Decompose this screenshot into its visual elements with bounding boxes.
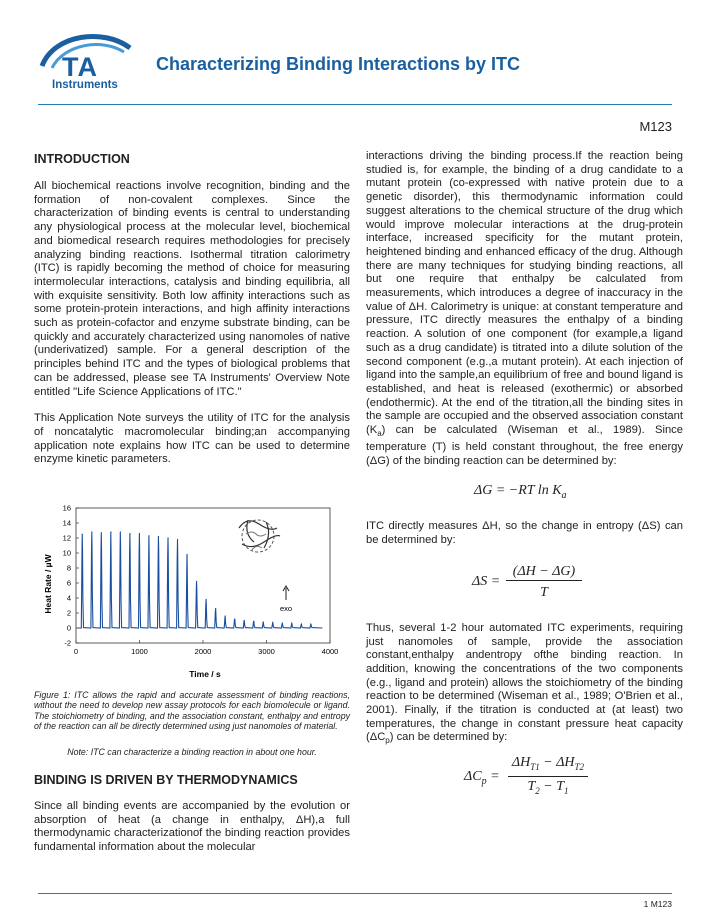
- x-tick-label: 1000: [131, 647, 148, 656]
- peak-point: [301, 624, 302, 625]
- y-tick-label: 14: [62, 518, 71, 528]
- peak-point: [272, 622, 273, 623]
- equation-heat-capacity: [366, 748, 683, 812]
- y-tick-label: 10: [62, 548, 71, 558]
- peak-point: [139, 533, 140, 534]
- equation-entropy-numerator: (ΔH − ΔG): [506, 565, 582, 581]
- y-tick-label: 2: [66, 608, 71, 618]
- peak-point: [120, 531, 121, 532]
- y-tick-label: 6: [66, 578, 71, 588]
- peak-point: [263, 621, 264, 622]
- peak-point: [225, 615, 226, 616]
- equation-entropy: [366, 548, 683, 622]
- right-column: [366, 150, 683, 812]
- equation-cp-equals: =: [490, 769, 500, 785]
- peak-point: [167, 537, 168, 538]
- footer-divider: [38, 893, 672, 894]
- right-paragraph-2: ITC directly measures ΔH, so the change in entropy (ΔS) can be determined by:: [366, 520, 683, 547]
- right-paragraph-1: [366, 150, 683, 468]
- x-tick-label: 4000: [321, 647, 339, 656]
- equation-cp-den-a: T: [527, 779, 536, 795]
- figure-note: Note: ITC can characterize a binding reaction in about one hour.: [67, 747, 317, 757]
- equation-entropy-denominator: T: [540, 584, 548, 600]
- equation-cp-lhs-sub: p: [481, 776, 487, 788]
- left-column: [34, 180, 350, 480]
- figure-caption: Figure 1: ITC allows the rapid and accurate assessment of binding reactions, without the need to develop new assay protocols for each biomolecule or ligand. The stoichiometry of binding, and the association constant, enthalpy and entropy of the reaction can all be directly determined using just nanomoles of material.: [34, 690, 350, 731]
- y-tick-label: 4: [66, 593, 71, 603]
- right-paragraph-1-text: interactions driving the binding process.If the reaction being studied is, for example, the binding of a drug candidate to a mutant protein (co-expressed with native protein due to a genetic disorder), this thermodynamic information could suggest alterations to the chemical structure of the drug which would improve molecular interactions at the drug-protein interface, increased specificity for the mutant protein, heightened binding and enhanced efficacy of the drug. Although there are many techniques for studying binding reactions, all but one require that enthalpy be calculated from measurements, which introduces a degree of inaccuracy in the value of ΔH. Calorimetry is unique: at constant temperature and pressure, ITC directly measures the enthalpy of a binding reaction. A solution of one component (for example,a ligand such as a drug candidate) is titrated into a dilute solution of the second component (e.g.,a mutant protein). At each injection of ligand into the sample,an equilibrium of free and bound ligand is established, and heat is released (exothermic) or absorbed (endothermic). At the end of the titration,all the binding sites in the sample are occupied and the observed association constant (K: [366, 150, 683, 437]
- chart-y-axis-label: Heat Rate / µW: [43, 554, 53, 614]
- chart-series: [77, 531, 322, 628]
- equation-gibbs-sub: a: [561, 490, 567, 502]
- equation-cp-den-a-sub: 2: [535, 786, 540, 797]
- y-tick-label: 0: [66, 623, 71, 633]
- x-tick-label: 0: [73, 647, 79, 656]
- y-tick-label: 8: [66, 563, 71, 573]
- binding-heading: BINDING IS DRIVEN BY THERMODYNAMICS: [34, 773, 298, 787]
- equation-cp-den-mid: − T: [539, 779, 565, 795]
- equation-gibbs-text: ΔG = −RT ln K: [474, 483, 562, 499]
- peak-point: [291, 623, 292, 624]
- chart-x-ticks: [74, 640, 338, 656]
- chart-y-ticks: [63, 504, 79, 648]
- itc-heat-rate-chart: [34, 496, 350, 684]
- peak-point: [206, 599, 207, 600]
- equation-gibbs: [366, 468, 683, 520]
- peak-point: [82, 534, 83, 535]
- peak-point: [187, 554, 188, 555]
- ka-subscript: a: [377, 429, 382, 439]
- peak-point: [196, 581, 197, 582]
- peak-point: [310, 624, 311, 625]
- right-paragraph-3-text: Thus, several 1-2 hour automated ITC experiments, requiring just nanomoles of sample, provide the association constant,enthalpy andentropy ofthe binding reaction. In addition, knowing the concentrations of the two components (e.g., ligand and protein) allows the stoichiometry of the binding reaction to be determined (Wiseman et al., 1989; O'Brien et al., 2001). Finally, if the titration is conducted at (at least) two temperatures, the change in constant pressure heat capacity (ΔC: [366, 621, 683, 744]
- equation-entropy-lhs: ΔS =: [472, 573, 501, 589]
- equation-cp-num-a-sub: T1: [530, 762, 540, 773]
- y-tick-label: -2: [64, 638, 71, 648]
- logo-instruments-text: Instruments: [52, 79, 118, 91]
- x-tick-label: 3000: [258, 647, 275, 656]
- intro-paragraph-2: This Application Note surveys the utility of ITC for the analysis of noncatalytic macromolecular binding;an accompanying application note explains how ITC can be used to determine enzyme kinetic parameters.: [34, 412, 350, 466]
- document-code: M123: [639, 119, 672, 134]
- equation-cp-num-mid: − ΔH: [539, 755, 575, 771]
- peak-point: [282, 623, 283, 624]
- right-paragraph-3: [366, 622, 683, 749]
- intro-paragraph-1: All biochemical reactions involve recognition, binding and the formation of non-covalent complexes. Since the characterization of binding events is central to understanding any physiological process at the molecular level, biochemical and biomedical research requires methodologies for precisely analyzing binding reactions. Isothermal titration calorimetry (ITC) is rapidly becoming the method of choice for measuring intermolecular interactions, catalysis and binding equilibria, all with exquisite sensitivity. Both low affinity interactions such as some protein-protein interactions, and high affinity interactions such as protein-cofactor and enzyme substrate binding, can be quickly and accurately characterized using nanomoles of native (underivatized) sample. For a general description of the principles behind ITC and the types of biological problems that can be addressed, please see TA Instruments' Overview Note entitled "Life Science Applications of ITC.": [34, 180, 350, 398]
- peak-point: [253, 621, 254, 622]
- header-divider: [38, 104, 672, 105]
- page-title: Characterizing Binding Interactions by ITC: [156, 54, 521, 74]
- series-line: [77, 532, 322, 628]
- page-number: 1 M123: [643, 899, 672, 909]
- binding-paragraph: Since all binding events are accompanied by the evolution or absorption of heat (a change in enthalpy, ΔH),a full thermodynamic characterizationof the binding reaction provides fundamental information about the molecular: [34, 800, 350, 854]
- right-paragraph-3-tail: ) can be determined by:: [389, 731, 508, 744]
- y-tick-label: 12: [62, 533, 71, 543]
- peak-point: [234, 618, 235, 619]
- logo-ta-text: TA: [62, 52, 98, 82]
- introduction-heading: INTRODUCTION: [34, 152, 130, 166]
- peak-point: [244, 620, 245, 621]
- peak-point: [215, 608, 216, 609]
- peak-point: [110, 531, 111, 532]
- peak-point: [177, 539, 178, 540]
- cp-subscript: p: [385, 736, 390, 746]
- peak-point: [129, 533, 130, 534]
- y-tick-label: 16: [62, 503, 71, 513]
- protein-structure-image: [239, 520, 280, 552]
- peak-point: [91, 531, 92, 532]
- chart-x-axis-label: Time / s: [189, 669, 221, 679]
- equation-cp-den-b-sub: 1: [564, 786, 569, 797]
- equation-cp-num-b-sub: T2: [574, 762, 585, 773]
- equation-cp-num-a: ΔH: [511, 755, 531, 771]
- chart-annotation-exo: exo: [279, 604, 293, 613]
- equation-cp-lhs: ΔC: [464, 769, 482, 785]
- right-paragraph-1-tail: ) can be calculated (Wiseman et al., 1989). Since temperature (T) is held constant throughout, the free energy (ΔG) of the binding reaction can be determined by:: [366, 424, 683, 467]
- peak-point: [158, 536, 159, 537]
- x-tick-label: 2000: [194, 647, 212, 656]
- exo-arrow-icon: [283, 586, 289, 600]
- peak-point: [101, 532, 102, 533]
- peak-point: [148, 535, 149, 536]
